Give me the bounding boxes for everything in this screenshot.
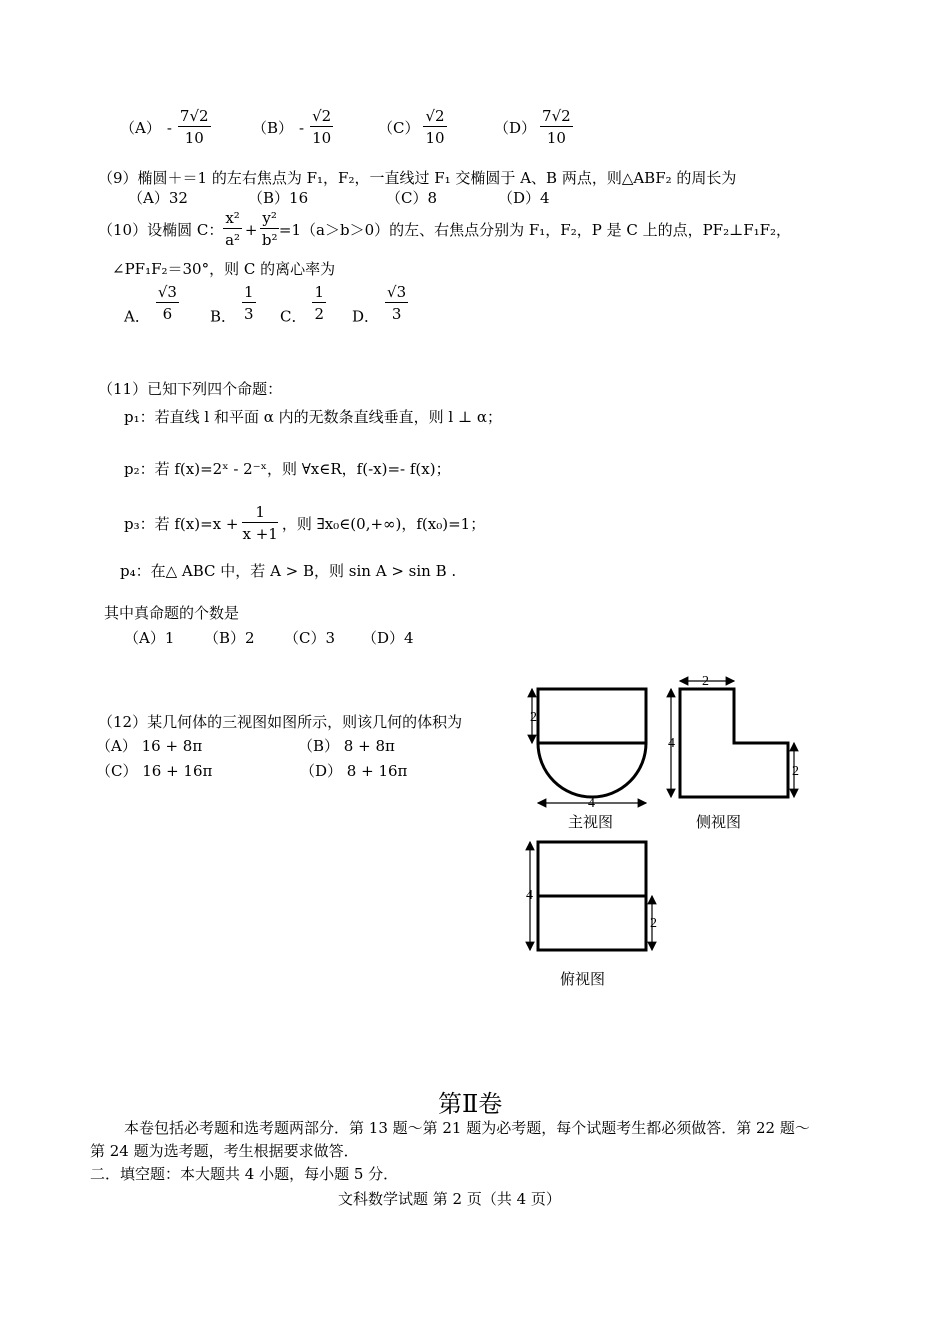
q11-option-a: （A）1 (124, 629, 175, 647)
q12-option-b: （B） 8 + 8π (298, 737, 395, 755)
q9-option-d: （D）4 (498, 189, 550, 207)
front-height-dim: 2 (530, 710, 537, 725)
q11-p4: p₄：在△ ABC 中，若 A > B，则 sin A > sin B . (120, 562, 457, 580)
q11-option-c: （C）3 (284, 629, 336, 647)
q8-option-b: （B） - $\frac{√2}{10}$ (252, 107, 332, 147)
q12-option-d: （D） 8 + 16π (300, 762, 408, 780)
q8-option-c: （C） $\frac{√2}{10}$ (378, 107, 445, 147)
q11-intro: （11）已知下列四个命题： (98, 380, 283, 398)
q11-p2: p₂：若 f(x)=2ˣ - 2⁻ˣ，则 ∀x∈R，f(-x)=- f(x)； (124, 460, 451, 478)
page-footer: 文科数学试题 第 2 页（共 4 页） (338, 1190, 561, 1208)
part2-desc-line2: 第 24 题为选考题，考生根据要求做答． (90, 1142, 359, 1160)
side-view-label: 侧视图 (696, 815, 742, 831)
q11-option-b: （B）2 (204, 629, 255, 647)
q11-question: 其中真命题的个数是 (104, 604, 240, 622)
q9-text: （9）椭圆＋＝1 的左右焦点为 F₁，F₂，一直线过 F₁ 交椭圆于 A、B 两点，则△ABF₂ 的周长为 (98, 169, 737, 187)
top-view-label: 俯视图 (560, 972, 606, 988)
top-right-dim: 2 (650, 916, 657, 931)
top-height-dim: 4 (526, 888, 533, 903)
q10-option-b: B． $\frac{1}{3}$ (210, 283, 254, 326)
q10-line2: ∠PF₁F₂＝30°，则 C 的离心率为 (112, 260, 336, 278)
front-view (532, 689, 646, 803)
side-right-dim: 2 (792, 764, 799, 779)
q9-option-c: （C）8 (386, 189, 438, 207)
q10-option-c: C． $\frac{1}{2}$ (280, 283, 325, 326)
q11-p3: p₃：若 f(x)=x + $\frac{1}{x +1}$ ，则 ∃x₀∈(0,+∞)，f(x₀)=1； (124, 503, 486, 543)
q10-option-a: A． $\frac{√3}{6}$ (124, 283, 177, 326)
side-top-dim: 2 (702, 674, 709, 689)
q8-option-d: （D） $\frac{7√2}{10}$ (494, 107, 571, 147)
q12-option-a: （A） 16 + 8π (96, 737, 203, 755)
side-view (671, 681, 794, 797)
q11-p1: p₁：若直线 l 和平面 α 内的无数条直线垂直，则 l ⊥ α； (124, 408, 502, 426)
section-fill-in: 二．填空题：本大题共 4 小题，每小题 5 分． (90, 1165, 399, 1183)
q10-option-d: D． $\frac{√3}{3}$ (352, 283, 407, 326)
q10-stem: （10）设椭圆 C： $\frac{\text{x²}}{\text{a²}}$ + $\frac{\text{y²}}{\text{b²}}$ =1（a＞b＞0）的左、右焦点分别为 F₁，F₂，P 是 C 上的点，PF₂⊥F₁F₂， (98, 209, 792, 249)
q12-option-c: （C） 16 + 16π (96, 762, 213, 780)
q9-option-b: （B）16 (248, 189, 309, 207)
q9-option-a: （A）32 (128, 189, 188, 207)
q12-text: （12）某几何体的三视图如图所示，则该几何的体积为 (98, 713, 463, 731)
three-view-figure (510, 665, 820, 995)
front-width-dim: 4 (588, 796, 595, 811)
front-view-label: 主视图 (568, 815, 614, 831)
q11-option-d: （D）4 (362, 629, 414, 647)
part2-desc-line1: 本卷包括必考题和选考题两部分．第 13 题～第 21 题为必考题，每个试题考生都必须做答．第 22 题～ (124, 1119, 810, 1137)
side-height-dim: 4 (668, 736, 675, 751)
part2-title: 第Ⅱ卷 (438, 1090, 503, 1118)
q8-option-a: （A） - $\frac{7√2}{10}$ (120, 107, 209, 147)
top-view (530, 842, 652, 950)
